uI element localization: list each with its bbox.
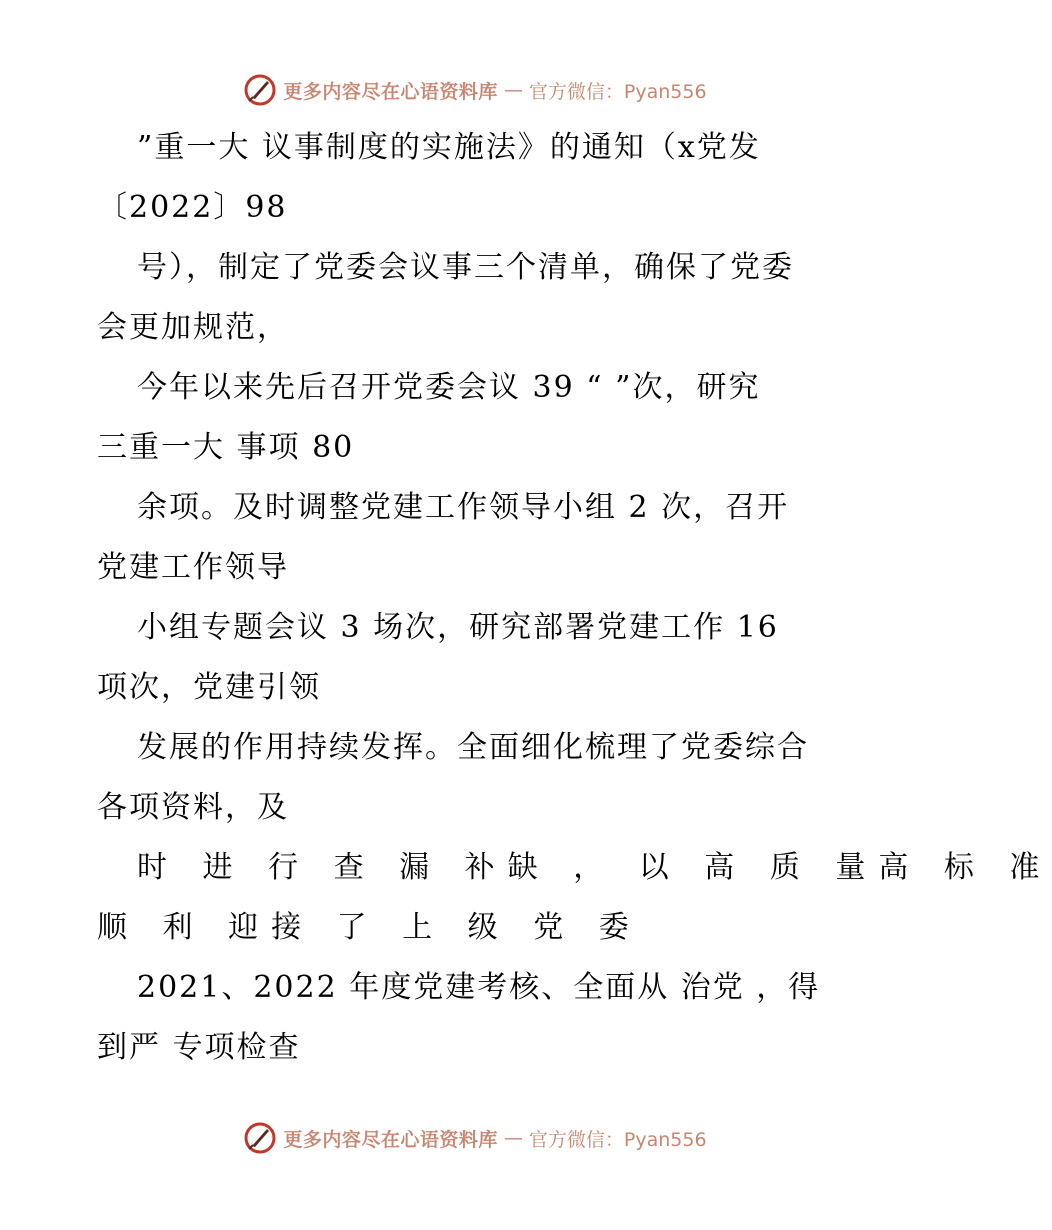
- text-line: 时 进 行 查 漏 补缺 ， 以 高 质 量高 标 准: [137, 850, 1052, 885]
- text-line: 项次，党建引领: [97, 670, 321, 705]
- quill-logo-icon: [243, 1121, 277, 1155]
- quill-logo-icon: [243, 73, 277, 107]
- text-line: 会更加规范，: [97, 310, 289, 345]
- watermark-separator: —: [503, 1127, 523, 1149]
- watermark-text: 更多内容尽在心语资料库: [283, 80, 498, 103]
- text-line: 今年以来先后召开党委会议 39 “ ”次，研究: [137, 370, 761, 405]
- text-line: 发展的作用持续发挥。全面细化梳理了党委综合: [137, 730, 809, 765]
- text-line: ”重一大 议事制度的实施法》的通知（x党发: [137, 130, 761, 165]
- header-watermark: [0, 70, 950, 110]
- watermark-text: 更多内容尽在心语资料库: [283, 1128, 498, 1151]
- watermark-separator: —: [503, 79, 523, 101]
- text-line: 顺 利 迎接 了 上 级 党 委: [97, 910, 642, 945]
- text-line: 三重一大 事项 80: [97, 430, 355, 465]
- document-body: [97, 118, 1052, 1078]
- text-line: 2021、2022 年度党建考核、全面从 治党 ，得: [137, 970, 821, 1005]
- watermark-contact: 官方微信：Pyan556: [528, 80, 707, 103]
- text-line: 到严 专项检查: [97, 1030, 301, 1065]
- text-line: 号），制定了党委会议事三个清单，确保了党委: [137, 250, 794, 285]
- footer-watermark: [0, 1118, 950, 1158]
- text-line: 小组专题会议 3 场次，研究部署党建工作 16: [137, 610, 779, 645]
- text-line: 党建工作领导: [97, 550, 289, 585]
- watermark-contact: 官方微信：Pyan556: [528, 1128, 707, 1151]
- text-line: 各项资料，及: [97, 790, 289, 825]
- text-line: 〔2022〕98: [97, 190, 288, 225]
- text-line: 余项。及时调整党建工作领导小组 2 次，召开: [137, 490, 790, 525]
